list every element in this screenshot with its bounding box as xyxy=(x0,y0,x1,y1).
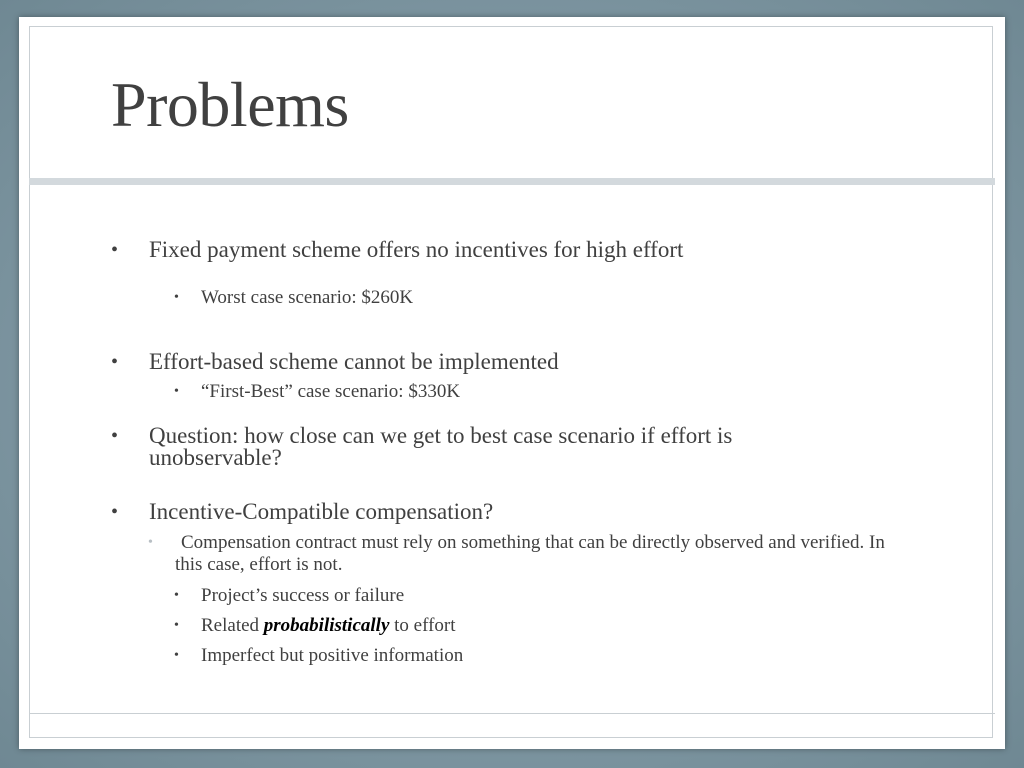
bullet-item xyxy=(111,501,889,523)
footer-divider xyxy=(29,713,995,714)
bullet-icon: • xyxy=(111,351,119,373)
slide-title: Problems xyxy=(111,69,349,140)
sub-bullet-item xyxy=(111,615,941,637)
sub-bullet-item xyxy=(111,645,941,667)
bullet-text: Effort-based scheme cannot be implemented xyxy=(149,349,559,374)
bullet-icon: • xyxy=(174,618,179,633)
sub-bullet-text: Imperfect but positive information xyxy=(201,645,464,666)
bullet-text: Question: how close can we get to best case scenario if effort is unobservable? xyxy=(149,423,733,470)
bullet-text: Incentive-Compatible compensation? xyxy=(149,499,494,524)
bullet-icon: • xyxy=(174,290,179,305)
sub-bullet-text-after: to effort xyxy=(389,615,456,636)
sub-note-text: Compensation contract must rely on something that can be directly observed and verified. In this case, effort is not. xyxy=(175,532,885,575)
bullet-text: Fixed payment scheme offers no incentives for high effort xyxy=(149,237,684,262)
sub-bullet-text: “First-Best” case scenario: $330K xyxy=(201,381,461,402)
sub-bullet-text: Worst case scenario: $260K xyxy=(201,287,414,308)
bullet-icon: • xyxy=(174,384,179,399)
sub-note-item xyxy=(111,532,895,576)
bullet-icon: • xyxy=(111,501,119,523)
bullet-icon: • xyxy=(174,648,179,663)
bullet-item xyxy=(111,425,869,469)
sub-bullet-item xyxy=(111,585,941,607)
sub-bullet-item xyxy=(111,287,941,309)
bullet-icon: • xyxy=(174,588,179,603)
bullet-icon: • xyxy=(148,535,153,550)
bullet-item xyxy=(111,239,889,261)
bullet-icon: • xyxy=(111,425,119,447)
bullet-item xyxy=(111,351,889,373)
emphasis-text: probabilistically xyxy=(263,615,390,636)
bullet-icon: • xyxy=(111,239,119,261)
slide xyxy=(19,17,1005,749)
sub-bullet-item xyxy=(111,381,941,403)
sub-bullet-text-before: Related xyxy=(201,615,264,636)
title-divider xyxy=(29,178,995,185)
sub-bullet-text: Project’s success or failure xyxy=(201,585,405,606)
